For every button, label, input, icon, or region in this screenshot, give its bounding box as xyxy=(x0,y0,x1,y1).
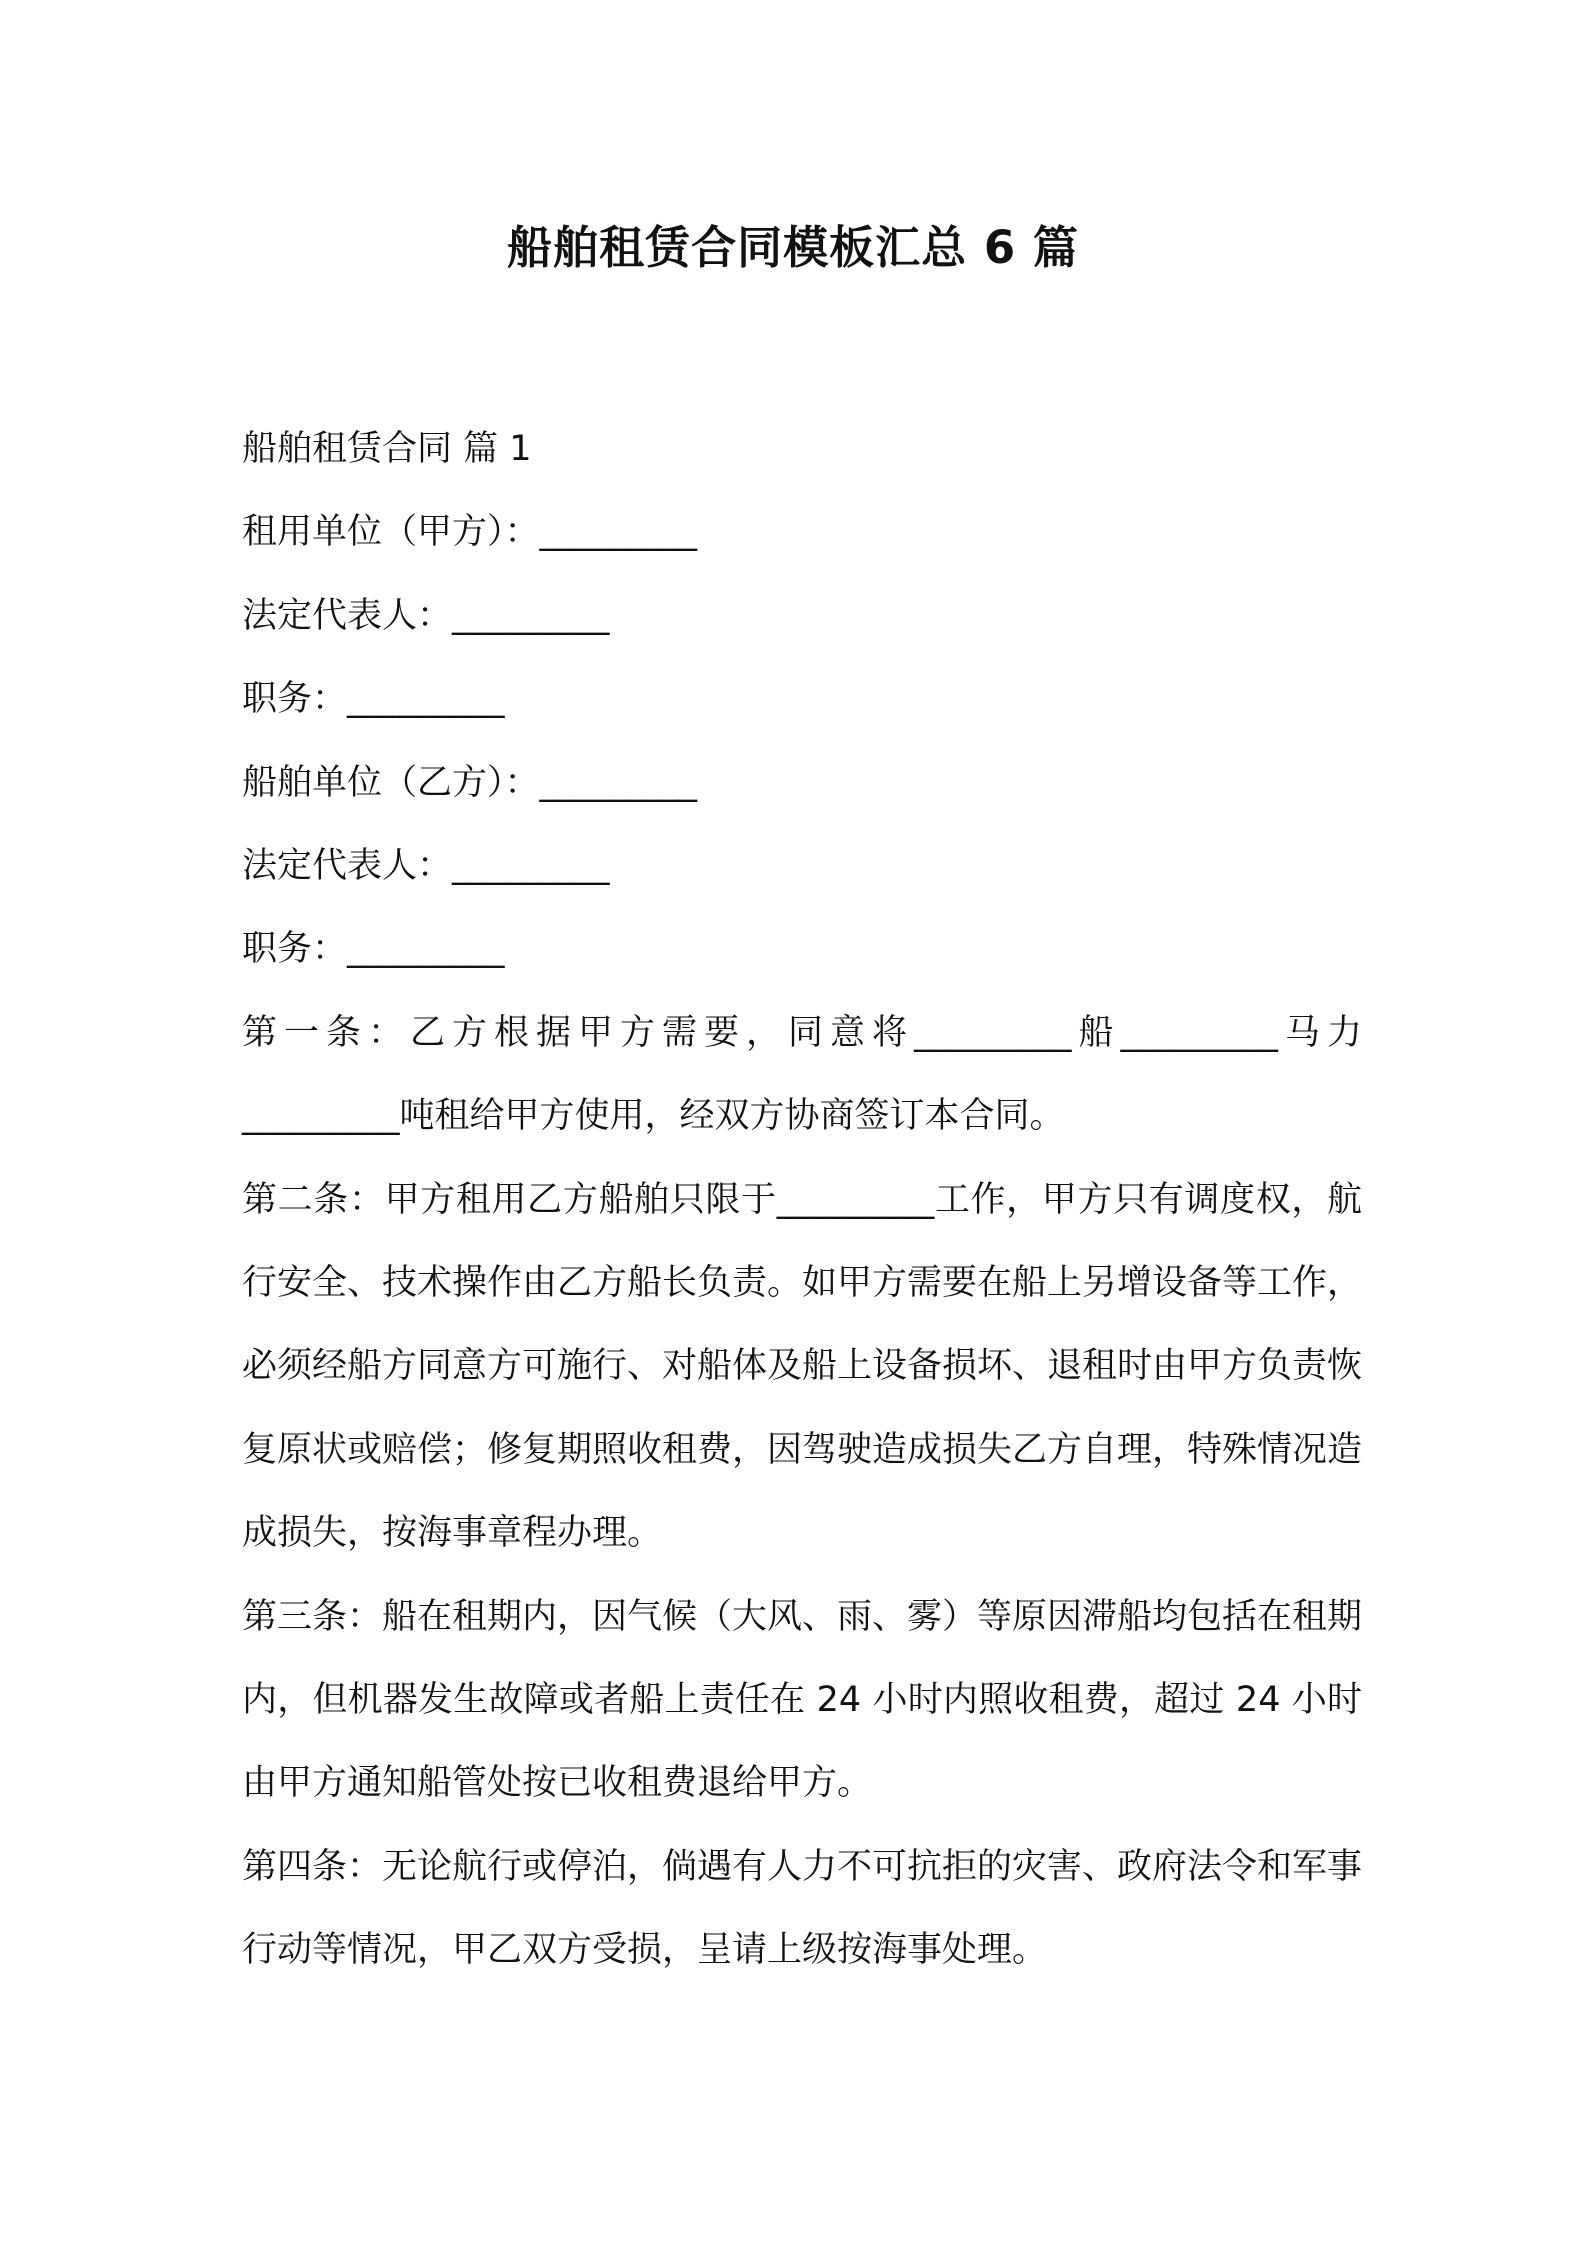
party-b-position-line: 职务：_________ xyxy=(242,929,505,970)
article-4-paragraph: 第四条：无论航行或停泊，倘遇有人力不可抗拒的灾害、政府法令和军事行动等情况，甲乙双方受损，呈请上级按海事处理。 xyxy=(242,1846,1363,1971)
party-b-unit-line: 船舶单位（乙方）：_________ xyxy=(242,762,698,803)
article-1-paragraph: 第一条：乙方根据甲方需要，同意将_________船_________马力_________吨租给甲方使用，经双方协商签订本合同。 xyxy=(242,1012,1362,1137)
document-body xyxy=(242,408,1362,1993)
section-heading: 船舶租赁合同 篇 1 xyxy=(242,429,532,469)
party-a-unit-line: 租用单位（甲方）：_________ xyxy=(242,512,698,553)
party-b-representative-line: 法定代表人：_________ xyxy=(242,845,610,886)
article-3-paragraph: 第三条：船在租期内，因气候（大风、雨、雾）等原因滞船均包括在租期内，但机器发生故障或者船上责任在 24 小时内照收租费，超过 24 小时由甲方通知船管处按已收租费退给甲方。 xyxy=(242,1596,1363,1804)
document-title: 船舶租赁合同模板汇总 6 篇 xyxy=(507,221,1079,274)
party-a-representative-line: 法定代表人：_________ xyxy=(242,595,610,636)
party-a-position-line: 职务：_________ xyxy=(242,679,505,720)
article-2-paragraph: 第二条：甲方租用乙方船舶只限于_________工作，甲方只有调度权，航行安全、技术操作由乙方船长负责。如甲方需要在船上另增设备等工作，必须经船方同意方可施行、对船体及船上设备损坏、退租时由甲方负责恢复原状或赔偿；修复期照收租费，因驾驶造成损失乙方自理，特殊情况造成损失，按海事章程办理。 xyxy=(242,1179,1363,1554)
